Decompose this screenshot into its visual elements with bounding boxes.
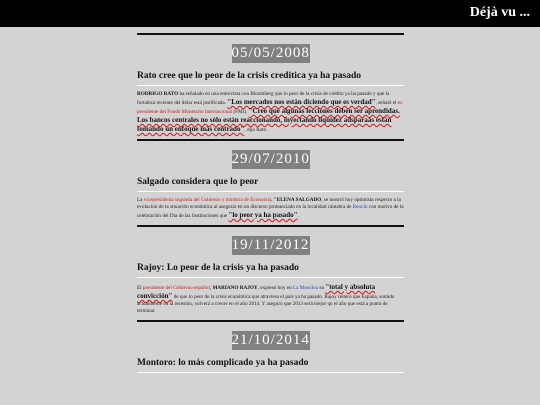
body-text: , dijo Rato. bbox=[244, 127, 268, 133]
post-column bbox=[137, 33, 404, 373]
link[interactable]: vicepresidenta segunda del Gobierno y ministra de Economía bbox=[143, 197, 272, 203]
quote: "lo peor ya ha pasado" bbox=[228, 211, 298, 219]
headline-underline bbox=[137, 277, 404, 278]
entry-date: 05/05/2008 bbox=[231, 45, 310, 61]
person-name: RODRIGO RATO bbox=[137, 91, 179, 97]
entry-body bbox=[137, 91, 404, 134]
top-bar bbox=[0, 0, 540, 27]
divider bbox=[137, 33, 404, 35]
entry-date: 19/11/2012 bbox=[231, 237, 310, 253]
quote: "Los mercados nos están diciendo que es verdad" bbox=[227, 98, 376, 106]
link[interactable]: Reocín bbox=[352, 204, 368, 210]
person-name: "ELENA SALGADO bbox=[273, 197, 322, 203]
divider bbox=[137, 139, 404, 141]
body-text: con motivo de la celebración del Día de las Instituciones que bbox=[137, 204, 404, 219]
entry-body bbox=[137, 197, 404, 220]
body-text: (FMI). bbox=[232, 109, 249, 115]
entry-2014 bbox=[137, 320, 404, 373]
body-text: . bbox=[297, 213, 299, 219]
site-title[interactable]: Déjà vu ... bbox=[469, 5, 530, 20]
entry-headline[interactable]: Montoro: lo más complicado ya ha pasado bbox=[137, 358, 309, 368]
entry-date: 29/07/2010 bbox=[231, 151, 310, 167]
headline-underline bbox=[137, 191, 404, 192]
entry-body bbox=[137, 283, 404, 315]
headline-underline bbox=[137, 85, 404, 86]
body-text: , señaló el bbox=[375, 100, 398, 106]
body-text: ha señalado en una entrevista con Bloomberg que lo peor de la crisis de crédito ya ha pasado y que la fortaleza reciente del dólar está justificada. bbox=[137, 91, 390, 106]
entry-2010 bbox=[137, 139, 404, 220]
entry-headline[interactable]: Salgado considera que lo peor bbox=[137, 177, 259, 187]
entry-2008 bbox=[137, 33, 404, 134]
quote: "Creo que algunas lecciones deben ser aprendidas. Los bancos centrales no sólo están reaccionando, inyectando liquidez adsparaás están tomando un enfoque más centrado" bbox=[137, 107, 400, 133]
body-text: , expresó hoy en bbox=[257, 285, 293, 291]
quote: "total y absoluta convicción" bbox=[137, 283, 376, 300]
divider bbox=[137, 320, 404, 322]
entry-date: 21/10/2014 bbox=[231, 332, 310, 348]
headline-underline bbox=[137, 372, 404, 373]
link[interactable]: ex presidente del Fondo Monetario Internacional bbox=[137, 100, 403, 115]
body-text: , bbox=[209, 285, 213, 291]
divider bbox=[137, 225, 404, 227]
body-text: su bbox=[318, 285, 326, 291]
link[interactable]: presidente del Gobierno español bbox=[142, 285, 210, 291]
body-text: , bbox=[271, 197, 274, 203]
link[interactable]: La Moncloa bbox=[292, 285, 319, 291]
entry-2012 bbox=[137, 225, 404, 315]
body-text: de que lo peor de la crisis económica que atraviesa el país ya ha pasado. Rajoy reiteró que España, sumida actualmente en la recesión, volverá a crecer en el año 2014. Y aseguró que 2013 será mejor qu el año que está a punto de terminar. bbox=[137, 294, 395, 314]
body-text: La bbox=[137, 197, 144, 203]
person-name: MARIANO RAJOY bbox=[212, 285, 258, 291]
body-text: El bbox=[137, 285, 143, 291]
entry-headline[interactable]: Rajoy: Lo peor de la crisis ya ha pasado bbox=[137, 263, 299, 273]
body-text: , se mostró hoy optimista respecto a la evolución de la situación económica al asegurar en un discurso pronunciado en la localidad cántabra de bbox=[137, 197, 401, 210]
entry-headline[interactable]: Rato cree que lo peor de la crisis creditica ya ha pasado bbox=[137, 71, 362, 81]
